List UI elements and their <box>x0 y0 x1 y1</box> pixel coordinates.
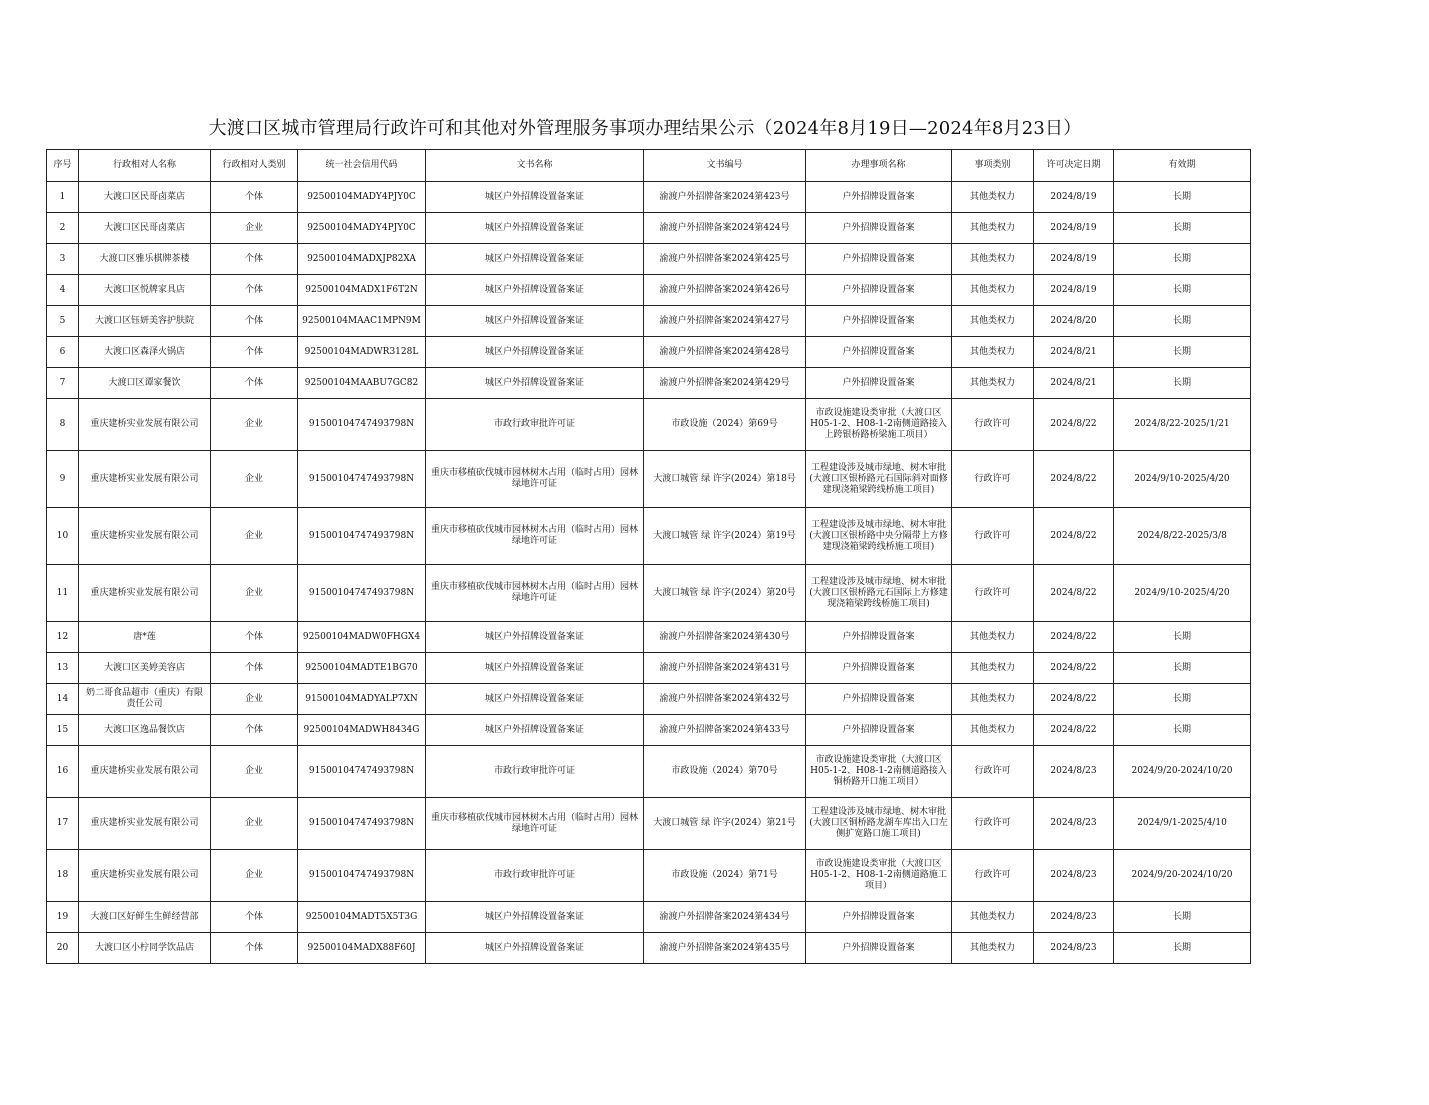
header-decision-date: 许可决定日期 <box>1034 150 1114 182</box>
cell-matter-category: 行政许可 <box>952 451 1034 508</box>
cell-validity: 2024/9/10-2025/4/20 <box>1114 565 1251 622</box>
cell-party-type: 个体 <box>211 653 298 684</box>
cell-matter-name: 户外招牌设置备案 <box>806 306 952 337</box>
cell-document-number: 市政设施（2024）第70号 <box>644 746 806 798</box>
cell-document-name: 重庆市移植砍伐城市园林树木占用（临时占用）园林绿地许可证 <box>426 565 644 622</box>
cell-document-name: 城区户外招牌设置备案证 <box>426 244 644 275</box>
cell-validity: 长期 <box>1114 902 1251 933</box>
cell-index: 1 <box>47 182 79 213</box>
cell-decision-date: 2024/8/22 <box>1034 508 1114 565</box>
header-matter-category: 事项类别 <box>952 150 1034 182</box>
table-row <box>47 244 1251 275</box>
cell-party-name: 重庆建桥实业发展有限公司 <box>79 850 211 902</box>
cell-document-name: 城区户外招牌设置备案证 <box>426 933 644 964</box>
header-document-name: 文书名称 <box>426 150 644 182</box>
table-row <box>47 508 1251 565</box>
cell-index: 3 <box>47 244 79 275</box>
cell-credit-code: 91500104747493798N <box>298 508 426 565</box>
cell-validity: 2024/8/22-2025/3/8 <box>1114 508 1251 565</box>
cell-credit-code: 92500104MADY4PJY0C <box>298 182 426 213</box>
cell-matter-category: 其他类权力 <box>952 933 1034 964</box>
cell-index: 18 <box>47 850 79 902</box>
table-row <box>47 622 1251 653</box>
cell-party-name: 大渡口区钰妍美容护肤院 <box>79 306 211 337</box>
cell-decision-date: 2024/8/22 <box>1034 399 1114 451</box>
cell-matter-name: 市政设施建设类审批（大渡口区H05-1-2、H08-1-2南侧道路施工项目） <box>806 850 952 902</box>
cell-party-name: 大渡口区小柠同学饮品店 <box>79 933 211 964</box>
cell-credit-code: 92500104MADTE1BG70 <box>298 653 426 684</box>
cell-index: 8 <box>47 399 79 451</box>
cell-matter-name: 工程建设涉及城市绿地、树木审批(大渡口区银桥路元石国际斜对面修建现浇箱梁跨线桥施工项目) <box>806 451 952 508</box>
cell-validity: 长期 <box>1114 306 1251 337</box>
table-row <box>47 182 1251 213</box>
cell-decision-date: 2024/8/19 <box>1034 182 1114 213</box>
cell-validity: 长期 <box>1114 275 1251 306</box>
cell-party-type: 企业 <box>211 508 298 565</box>
cell-matter-name: 市政设施建设类审批（大渡口区H05-1-2、H08-1-2南侧道路接入铜桥路开口施工项目） <box>806 746 952 798</box>
cell-document-number: 渝渡户外招牌备案2024第424号 <box>644 213 806 244</box>
table-row <box>47 275 1251 306</box>
cell-validity: 2024/9/1-2025/4/10 <box>1114 798 1251 850</box>
cell-document-name: 城区户外招牌设置备案证 <box>426 902 644 933</box>
cell-decision-date: 2024/8/19 <box>1034 275 1114 306</box>
cell-party-type: 个体 <box>211 902 298 933</box>
cell-party-name: 大渡口区雅乐棋牌茶楼 <box>79 244 211 275</box>
cell-document-name: 城区户外招牌设置备案证 <box>426 306 644 337</box>
table-row <box>47 451 1251 508</box>
cell-matter-name: 户外招牌设置备案 <box>806 715 952 746</box>
cell-document-name: 城区户外招牌设置备案证 <box>426 182 644 213</box>
results-table <box>46 149 1251 964</box>
cell-document-number: 渝渡户外招牌备案2024第430号 <box>644 622 806 653</box>
header-index: 序号 <box>47 150 79 182</box>
table-row <box>47 798 1251 850</box>
table-row <box>47 337 1251 368</box>
cell-document-name: 城区户外招牌设置备案证 <box>426 622 644 653</box>
table-row <box>47 306 1251 337</box>
cell-credit-code: 92500104MADT5X5T3G <box>298 902 426 933</box>
cell-decision-date: 2024/8/23 <box>1034 850 1114 902</box>
table-row <box>47 213 1251 244</box>
cell-credit-code: 91500104747493798N <box>298 850 426 902</box>
cell-index: 15 <box>47 715 79 746</box>
cell-validity: 长期 <box>1114 653 1251 684</box>
cell-matter-name: 户外招牌设置备案 <box>806 684 952 715</box>
cell-party-type: 个体 <box>211 715 298 746</box>
cell-index: 19 <box>47 902 79 933</box>
cell-decision-date: 2024/8/20 <box>1034 306 1114 337</box>
cell-matter-category: 其他类权力 <box>952 182 1034 213</box>
cell-document-name: 城区户外招牌设置备案证 <box>426 213 644 244</box>
cell-matter-name: 工程建设涉及城市绿地、树木审批(大渡口区铜桥路龙湖车库出入口左侧扩宽路口施工项目) <box>806 798 952 850</box>
cell-index: 12 <box>47 622 79 653</box>
cell-index: 6 <box>47 337 79 368</box>
cell-document-name: 城区户外招牌设置备案证 <box>426 275 644 306</box>
cell-index: 10 <box>47 508 79 565</box>
cell-document-name: 重庆市移植砍伐城市园林树木占用（临时占用）园林绿地许可证 <box>426 798 644 850</box>
cell-matter-category: 其他类权力 <box>952 715 1034 746</box>
cell-party-name: 大渡口区民哥卤菜店 <box>79 213 211 244</box>
cell-party-name: 奶二哥食品超市（重庆）有限责任公司 <box>79 684 211 715</box>
cell-matter-category: 行政许可 <box>952 746 1034 798</box>
cell-index: 2 <box>47 213 79 244</box>
cell-matter-category: 其他类权力 <box>952 902 1034 933</box>
cell-document-name: 市政行政审批许可证 <box>426 850 644 902</box>
cell-credit-code: 91500104747493798N <box>298 451 426 508</box>
cell-decision-date: 2024/8/23 <box>1034 902 1114 933</box>
cell-matter-name: 户外招牌设置备案 <box>806 622 952 653</box>
cell-matter-category: 其他类权力 <box>952 653 1034 684</box>
cell-document-number: 渝渡户外招牌备案2024第434号 <box>644 902 806 933</box>
cell-party-type: 企业 <box>211 850 298 902</box>
cell-credit-code: 92500104MADW0FHGX4 <box>298 622 426 653</box>
cell-matter-name: 市政设施建设类审批（大渡口区H05-1-2、H08-1-2南侧道路接入上跨银桥路桥梁施工项目） <box>806 399 952 451</box>
cell-matter-name: 户外招牌设置备案 <box>806 933 952 964</box>
cell-validity: 2024/9/20-2024/10/20 <box>1114 850 1251 902</box>
cell-index: 5 <box>47 306 79 337</box>
cell-matter-name: 户外招牌设置备案 <box>806 244 952 275</box>
cell-document-number: 渝渡户外招牌备案2024第429号 <box>644 368 806 399</box>
cell-matter-name: 工程建设涉及城市绿地、树木审批(大渡口区银桥路中央分隔带上方修建现浇箱梁跨线桥施工项目) <box>806 508 952 565</box>
table-row <box>47 902 1251 933</box>
cell-party-name: 重庆建桥实业发展有限公司 <box>79 451 211 508</box>
cell-matter-category: 其他类权力 <box>952 337 1034 368</box>
cell-credit-code: 92500104MADWR3128L <box>298 337 426 368</box>
cell-matter-category: 其他类权力 <box>952 275 1034 306</box>
header-document-number: 文书编号 <box>644 150 806 182</box>
header-matter-name: 办理事项名称 <box>806 150 952 182</box>
cell-index: 17 <box>47 798 79 850</box>
cell-document-number: 大渡口城管 绿 许字(2024）第20号 <box>644 565 806 622</box>
cell-party-type: 个体 <box>211 182 298 213</box>
cell-party-name: 大渡口区森泽火锅店 <box>79 337 211 368</box>
table-row <box>47 715 1251 746</box>
cell-validity: 长期 <box>1114 337 1251 368</box>
header-row <box>47 150 1251 182</box>
cell-matter-category: 行政许可 <box>952 508 1034 565</box>
cell-party-name: 重庆建桥实业发展有限公司 <box>79 399 211 451</box>
cell-party-name: 大渡口区悦牌家具店 <box>79 275 211 306</box>
header-party-name: 行政相对人名称 <box>79 150 211 182</box>
page-title: 大渡口区城市管理局行政许可和其他对外管理服务事项办理结果公示（2024年8月19日—2024年8月23日） <box>208 118 1082 139</box>
cell-party-type: 个体 <box>211 244 298 275</box>
cell-matter-name: 户外招牌设置备案 <box>806 275 952 306</box>
cell-matter-category: 其他类权力 <box>952 306 1034 337</box>
cell-credit-code: 91500104747493798N <box>298 746 426 798</box>
cell-matter-name: 户外招牌设置备案 <box>806 337 952 368</box>
cell-decision-date: 2024/8/23 <box>1034 746 1114 798</box>
cell-decision-date: 2024/8/19 <box>1034 213 1114 244</box>
table-row <box>47 399 1251 451</box>
cell-document-number: 渝渡户外招牌备案2024第431号 <box>644 653 806 684</box>
cell-validity: 长期 <box>1114 182 1251 213</box>
cell-validity: 长期 <box>1114 715 1251 746</box>
cell-document-name: 重庆市移植砍伐城市园林树木占用（临时占用）园林绿地许可证 <box>426 451 644 508</box>
cell-document-name: 城区户外招牌设置备案证 <box>426 715 644 746</box>
cell-matter-category: 其他类权力 <box>952 684 1034 715</box>
cell-party-type: 企业 <box>211 684 298 715</box>
cell-credit-code: 92500104MAAC1MPN9M <box>298 306 426 337</box>
table-row <box>47 368 1251 399</box>
cell-document-number: 大渡口城管 绿 许字(2024）第21号 <box>644 798 806 850</box>
cell-party-type: 个体 <box>211 275 298 306</box>
cell-credit-code: 92500104MADX1F6T2N <box>298 275 426 306</box>
cell-document-number: 渝渡户外招牌备案2024第432号 <box>644 684 806 715</box>
cell-party-name: 唐*莲 <box>79 622 211 653</box>
cell-decision-date: 2024/8/23 <box>1034 933 1114 964</box>
cell-validity: 2024/9/20-2024/10/20 <box>1114 746 1251 798</box>
cell-decision-date: 2024/8/22 <box>1034 451 1114 508</box>
cell-index: 7 <box>47 368 79 399</box>
cell-document-number: 大渡口城管 绿 许字(2024）第19号 <box>644 508 806 565</box>
cell-credit-code: 92500104MADX88F60J <box>298 933 426 964</box>
table-row <box>47 850 1251 902</box>
cell-index: 4 <box>47 275 79 306</box>
cell-matter-name: 工程建设涉及城市绿地、树木审批(大渡口区银桥路元石国际上方修建现浇箱梁跨线桥施工项目) <box>806 565 952 622</box>
cell-validity: 长期 <box>1114 684 1251 715</box>
cell-matter-category: 其他类权力 <box>952 244 1034 275</box>
cell-party-type: 企业 <box>211 565 298 622</box>
cell-document-number: 渝渡户外招牌备案2024第435号 <box>644 933 806 964</box>
cell-credit-code: 92500104MADXJP82XA <box>298 244 426 275</box>
cell-credit-code: 91500104747493798N <box>298 399 426 451</box>
cell-index: 14 <box>47 684 79 715</box>
cell-document-number: 渝渡户外招牌备案2024第427号 <box>644 306 806 337</box>
cell-party-type: 个体 <box>211 306 298 337</box>
cell-document-name: 城区户外招牌设置备案证 <box>426 368 644 399</box>
cell-credit-code: 91500104747493798N <box>298 798 426 850</box>
cell-decision-date: 2024/8/22 <box>1034 622 1114 653</box>
cell-party-type: 企业 <box>211 399 298 451</box>
table-row <box>47 684 1251 715</box>
cell-party-name: 大渡口区美婷美容店 <box>79 653 211 684</box>
cell-matter-name: 户外招牌设置备案 <box>806 368 952 399</box>
cell-document-number: 市政设施（2024）第69号 <box>644 399 806 451</box>
cell-document-name: 市政行政审批许可证 <box>426 746 644 798</box>
cell-matter-category: 行政许可 <box>952 399 1034 451</box>
cell-matter-name: 户外招牌设置备案 <box>806 653 952 684</box>
cell-validity: 长期 <box>1114 368 1251 399</box>
cell-party-type: 个体 <box>211 337 298 368</box>
cell-decision-date: 2024/8/22 <box>1034 715 1114 746</box>
cell-validity: 长期 <box>1114 213 1251 244</box>
cell-document-name: 重庆市移植砍伐城市园林树木占用（临时占用）园林绿地许可证 <box>426 508 644 565</box>
cell-document-number: 渝渡户外招牌备案2024第426号 <box>644 275 806 306</box>
cell-party-type: 企业 <box>211 451 298 508</box>
cell-matter-category: 其他类权力 <box>952 368 1034 399</box>
cell-document-name: 城区户外招牌设置备案证 <box>426 337 644 368</box>
cell-decision-date: 2024/8/21 <box>1034 368 1114 399</box>
cell-matter-name: 户外招牌设置备案 <box>806 213 952 244</box>
cell-matter-category: 行政许可 <box>952 565 1034 622</box>
cell-party-name: 大渡口区民哥卤菜店 <box>79 182 211 213</box>
cell-matter-category: 行政许可 <box>952 798 1034 850</box>
cell-party-type: 企业 <box>211 798 298 850</box>
cell-document-number: 市政设施（2024）第71号 <box>644 850 806 902</box>
cell-party-type: 企业 <box>211 213 298 244</box>
cell-party-type: 个体 <box>211 622 298 653</box>
cell-decision-date: 2024/8/22 <box>1034 565 1114 622</box>
cell-credit-code: 91500104MADYALP7XN <box>298 684 426 715</box>
cell-party-name: 重庆建桥实业发展有限公司 <box>79 508 211 565</box>
cell-party-name: 重庆建桥实业发展有限公司 <box>79 565 211 622</box>
cell-decision-date: 2024/8/23 <box>1034 798 1114 850</box>
header-credit-code: 统一社会信用代码 <box>298 150 426 182</box>
cell-document-name: 市政行政审批许可证 <box>426 399 644 451</box>
cell-matter-category: 其他类权力 <box>952 622 1034 653</box>
cell-validity: 长期 <box>1114 244 1251 275</box>
cell-party-name: 大渡口区谭家餐饮 <box>79 368 211 399</box>
cell-party-name: 重庆建桥实业发展有限公司 <box>79 746 211 798</box>
cell-party-name: 大渡口区逸品餐饮店 <box>79 715 211 746</box>
cell-validity: 2024/9/10-2025/4/20 <box>1114 451 1251 508</box>
cell-document-name: 城区户外招牌设置备案证 <box>426 684 644 715</box>
header-validity: 有效期 <box>1114 150 1251 182</box>
cell-matter-category: 其他类权力 <box>952 213 1034 244</box>
cell-credit-code: 91500104747493798N <box>298 565 426 622</box>
cell-index: 11 <box>47 565 79 622</box>
cell-validity: 长期 <box>1114 933 1251 964</box>
table-row <box>47 653 1251 684</box>
cell-document-number: 大渡口城管 绿 许字(2024）第18号 <box>644 451 806 508</box>
cell-document-number: 渝渡户外招牌备案2024第425号 <box>644 244 806 275</box>
cell-document-name: 城区户外招牌设置备案证 <box>426 653 644 684</box>
cell-index: 9 <box>47 451 79 508</box>
cell-validity: 2024/8/22-2025/1/21 <box>1114 399 1251 451</box>
cell-party-type: 企业 <box>211 746 298 798</box>
cell-party-name: 大渡口区好鲜生生鲜经营部 <box>79 902 211 933</box>
cell-credit-code: 92500104MAABU7GC82 <box>298 368 426 399</box>
table-row <box>47 746 1251 798</box>
cell-matter-name: 户外招牌设置备案 <box>806 182 952 213</box>
table-row <box>47 565 1251 622</box>
cell-document-number: 渝渡户外招牌备案2024第423号 <box>644 182 806 213</box>
header-party-type: 行政相对人类别 <box>211 150 298 182</box>
cell-index: 20 <box>47 933 79 964</box>
cell-party-type: 个体 <box>211 933 298 964</box>
cell-validity: 长期 <box>1114 622 1251 653</box>
cell-document-number: 渝渡户外招牌备案2024第428号 <box>644 337 806 368</box>
cell-decision-date: 2024/8/19 <box>1034 244 1114 275</box>
table-row <box>47 933 1251 964</box>
cell-party-type: 个体 <box>211 368 298 399</box>
cell-credit-code: 92500104MADWH8434G <box>298 715 426 746</box>
cell-document-number: 渝渡户外招牌备案2024第433号 <box>644 715 806 746</box>
cell-decision-date: 2024/8/21 <box>1034 337 1114 368</box>
cell-credit-code: 92500104MADY4PJY0C <box>298 213 426 244</box>
cell-index: 13 <box>47 653 79 684</box>
cell-matter-category: 行政许可 <box>952 850 1034 902</box>
cell-matter-name: 户外招牌设置备案 <box>806 902 952 933</box>
cell-decision-date: 2024/8/22 <box>1034 653 1114 684</box>
cell-decision-date: 2024/8/22 <box>1034 684 1114 715</box>
cell-party-name: 重庆建桥实业发展有限公司 <box>79 798 211 850</box>
cell-index: 16 <box>47 746 79 798</box>
